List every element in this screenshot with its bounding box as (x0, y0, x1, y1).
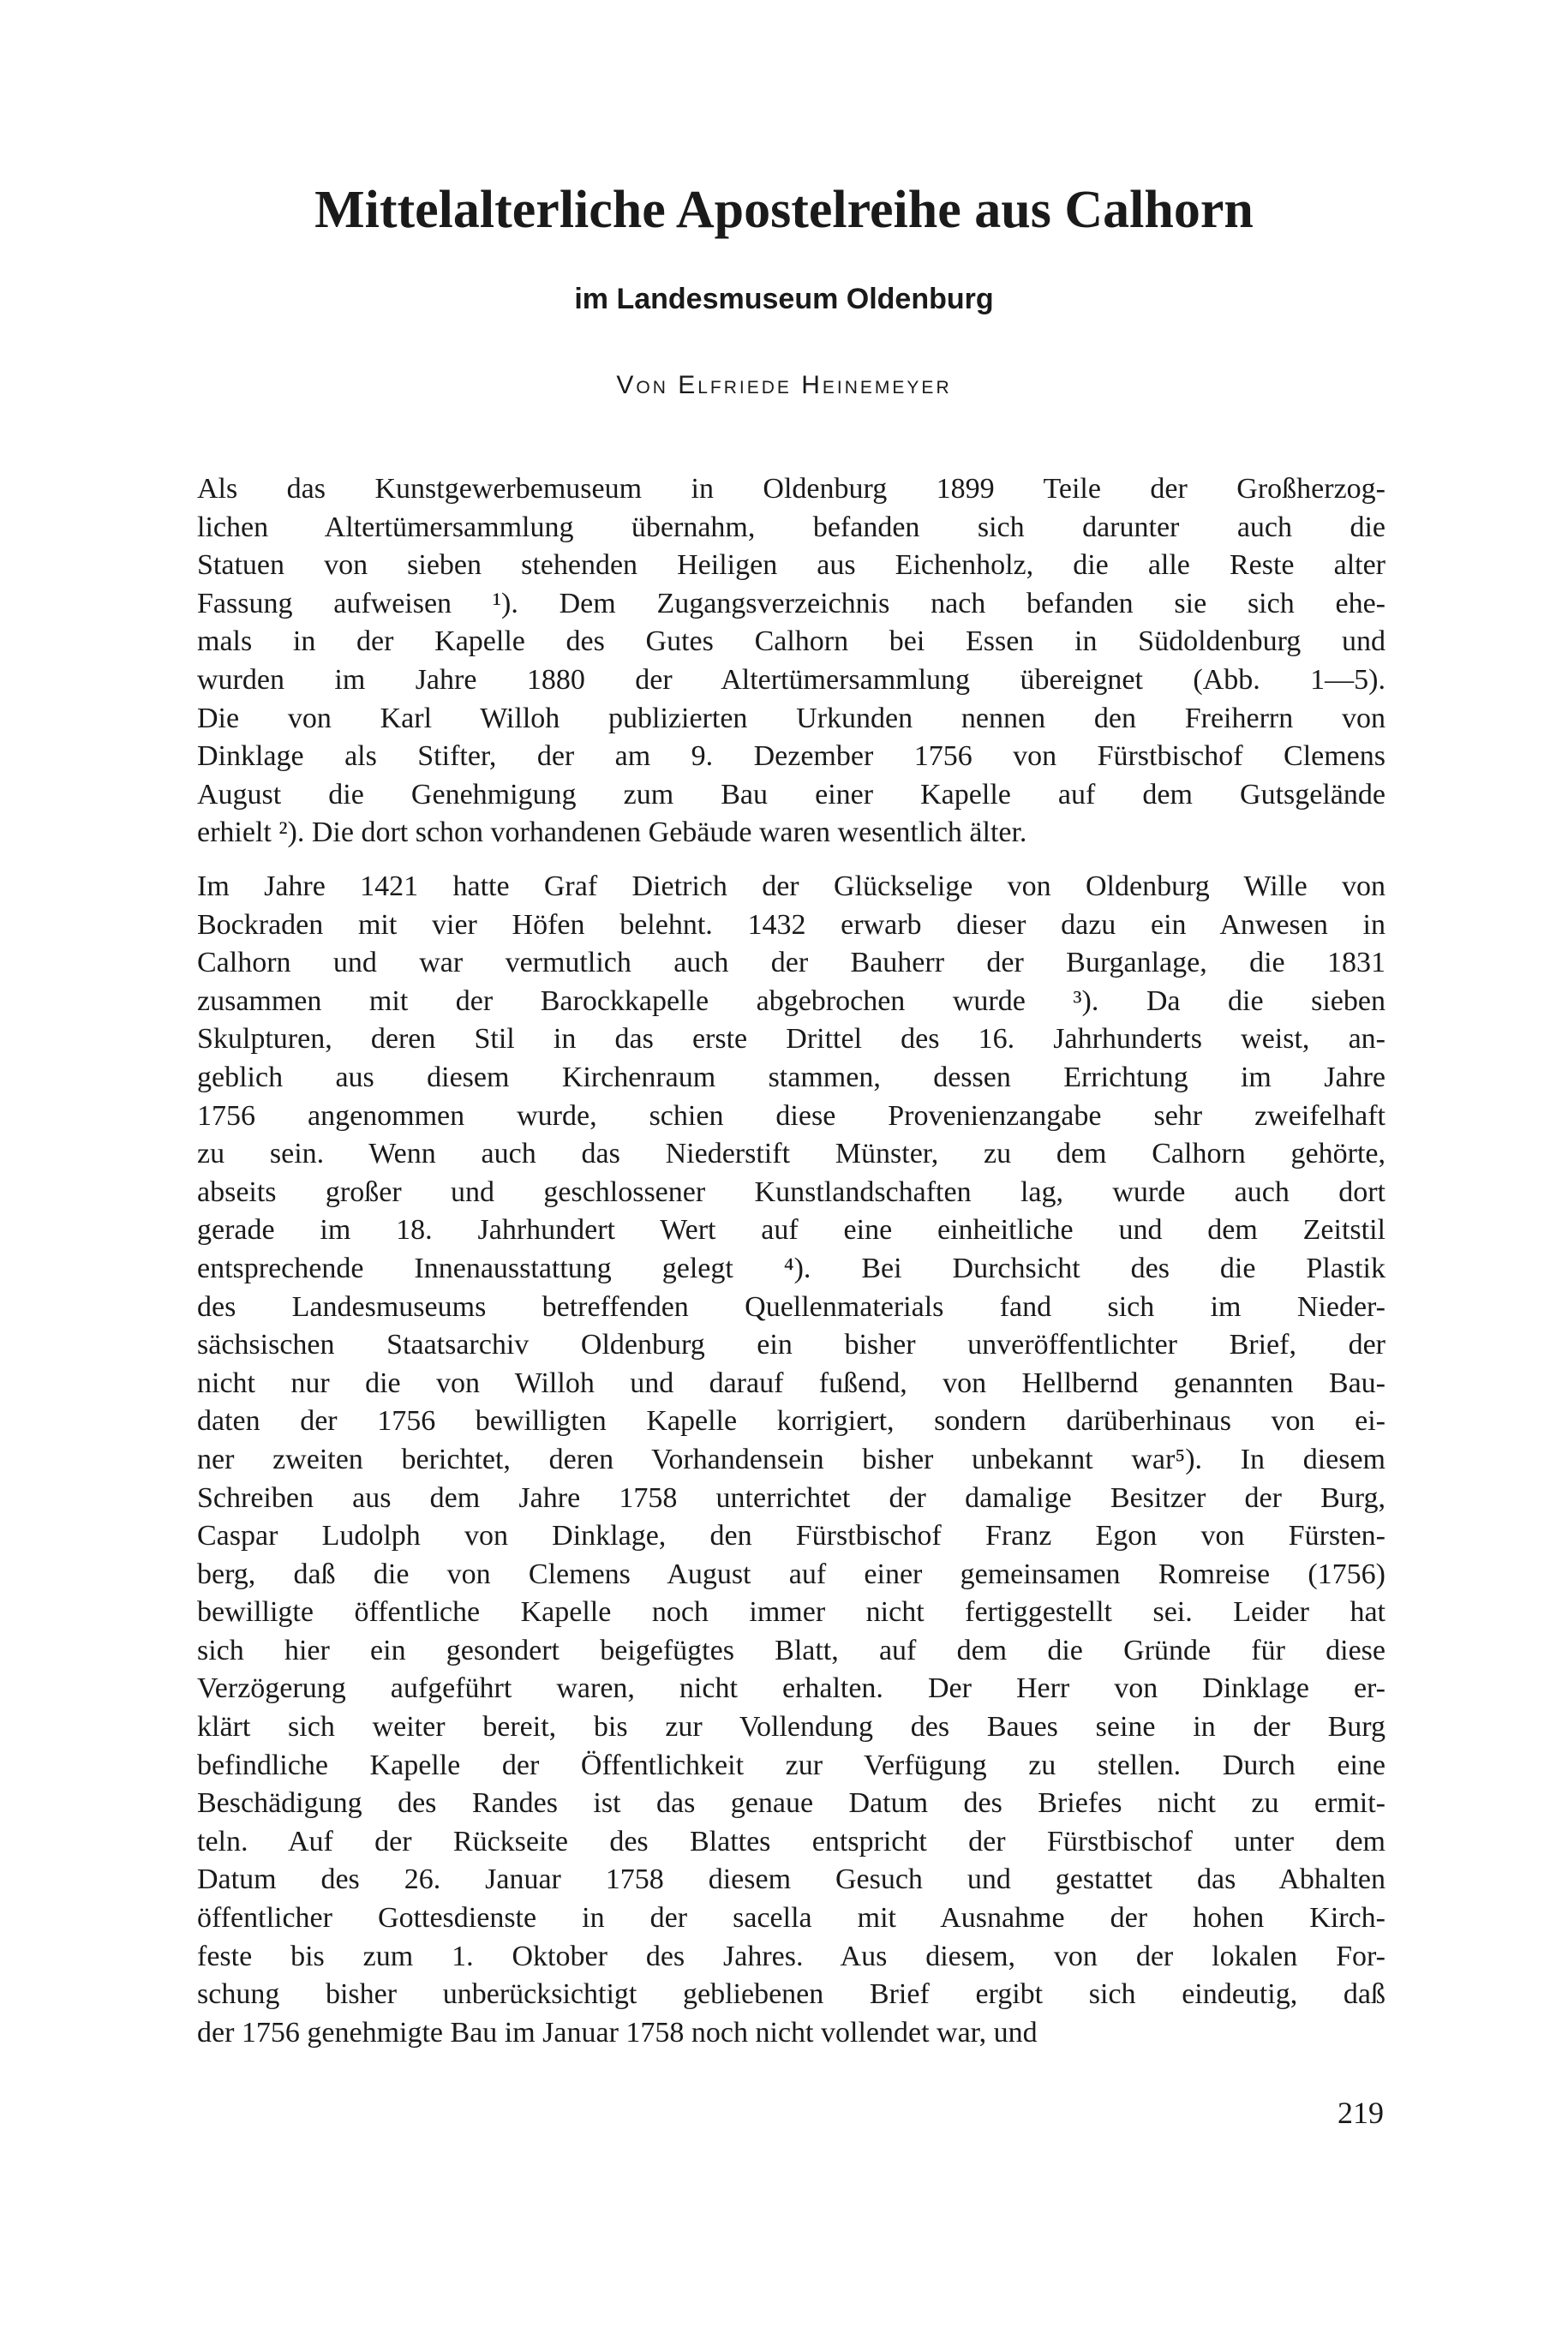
article-author: Von Elfriede Heinemeyer (616, 371, 952, 399)
article-subtitle: im Landesmuseum Oldenburg (574, 283, 994, 315)
text-line: ner zweiten berichtet, deren Vorhandensein bisher unbekannt war⁵). In diesem (197, 1443, 1385, 1475)
text-line: abseits großer und geschlossener Kunstlandschaften lag, wurde auch dort (197, 1175, 1385, 1208)
page-number: 219 (1338, 2096, 1384, 2130)
text-line: Statuen von sieben stehenden Heiligen aus Eichenholz, die alle Reste alter (197, 549, 1385, 582)
text-line: klärt sich weiter bereit, bis zur Vollendung des Baues seine in der Burg (197, 1711, 1385, 1744)
text-line: 1756 angenommen wurde, schien diese Provenienzangabe sehr zweifelhaft (197, 1099, 1385, 1132)
text-line: zusammen mit der Barockkapelle abgebrochen wurde ³). Da die sieben (197, 984, 1385, 1017)
text-line: schung bisher unberücksichtigt gebliebenen Brief ergibt sich eindeutig, daß (197, 1978, 1385, 2011)
text-line: teln. Auf der Rückseite des Blattes entspricht der Fürstbischof unter dem (197, 1825, 1385, 1857)
text-line: Als das Kunstgewerbemuseum in Oldenburg 1899 Teile der Großherzog- (197, 473, 1385, 505)
text-line: Skulpturen, deren Stil in das erste Drittel des 16. Jahrhunderts weist, an- (197, 1023, 1385, 1056)
text-line: Fassung aufweisen ¹). Dem Zugangsverzeichnis nach befanden sie sich ehe- (197, 587, 1385, 619)
text-line: sich hier ein gesondert beigefügtes Blatt, auf dem die Gründe für diese (197, 1634, 1385, 1666)
text-line: lichen Altertümersammlung übernahm, befanden sich darunter auch die (197, 511, 1385, 543)
text-line: befindliche Kapelle der Öffentlichkeit zur Verfügung zu stellen. Durch eine (197, 1749, 1385, 1781)
text-line: wurden im Jahre 1880 der Altertümersammlung übereignet (Abb. 1—5). (197, 663, 1385, 696)
text-line: erhielt ²). Die dort schon vorhandenen Gebäude waren wesentlich älter. (197, 817, 1027, 849)
text-line: Calhorn und war vermutlich auch der Bauherr der Burganlage, die 1831 (197, 947, 1385, 979)
text-line: sächsischen Staatsarchiv Oldenburg ein bisher unveröffentlichter Brief, der (197, 1329, 1385, 1361)
text-line: Im Jahre 1421 hatte Graf Dietrich der Glückselige von Oldenburg Wille von (197, 870, 1385, 902)
text-line: nicht nur die von Willoh und darauf fußend, von Hellbernd genannten Bau- (197, 1367, 1385, 1399)
text-line: Verzögerung aufgeführt waren, nicht erhalten. Der Herr von Dinklage er- (197, 1672, 1385, 1705)
text-line: daten der 1756 bewilligten Kapelle korrigiert, sondern darüberhinaus von ei- (197, 1405, 1385, 1438)
text-line: feste bis zum 1. Oktober des Jahres. Aus diesem, von der lokalen For- (197, 1940, 1385, 1972)
text-line: Die von Karl Willoh publizierten Urkunden nennen den Freiherrn von (197, 702, 1385, 734)
text-line: Beschädigung des Randes ist das genaue Datum des Briefes nicht zu ermit- (197, 1787, 1385, 1820)
text-line: zu sein. Wenn auch das Niederstift Münster, zu dem Calhorn gehörte, (197, 1138, 1385, 1170)
text-line: des Landesmuseums betreffenden Quellenmaterials fand sich im Nieder- (197, 1290, 1385, 1323)
text-line: öffentlicher Gottesdienste in der sacella mit Ausnahme der hohen Kirch- (197, 1902, 1385, 1935)
article-title: Mittelalterliche Apostelreihe aus Calhorn (314, 181, 1254, 239)
text-line: Dinklage als Stifter, der am 9. Dezember 1756 von Fürstbischof Clemens (197, 740, 1385, 773)
text-line: bewilligte öffentliche Kapelle noch immer nicht fertiggestellt sei. Leider hat (197, 1596, 1385, 1629)
text-line: entsprechende Innenausstattung gelegt ⁴). Bei Durchsicht des die Plastik (197, 1252, 1385, 1284)
text-line: berg, daß die von Clemens August auf einer gemeinsamen Romreise (1756) (197, 1558, 1385, 1590)
body-paragraph-2 (197, 868, 1385, 2052)
text-line: August die Genehmigung zum Bau einer Kapelle auf dem Gutsgelände (197, 778, 1385, 811)
text-line: der 1756 genehmigte Bau im Januar 1758 noch nicht vollendet war, und (197, 2016, 1038, 2049)
body-paragraph-1 (197, 470, 1385, 852)
text-line: gerade im 18. Jahrhundert Wert auf eine einheitliche und dem Zeitstil (197, 1214, 1385, 1247)
text-line: Datum des 26. Januar 1758 diesem Gesuch und gestattet das Abhalten (197, 1863, 1385, 1896)
text-line: geblich aus diesem Kirchenraum stammen, dessen Errichtung im Jahre (197, 1061, 1385, 1093)
text-line: Bockraden mit vier Höfen belehnt. 1432 erwarb dieser dazu ein Anwesen in (197, 908, 1385, 941)
text-line: Caspar Ludolph von Dinklage, den Fürstbischof Franz Egon von Fürsten- (197, 1520, 1385, 1552)
text-line: mals in der Kapelle des Gutes Calhorn bei Essen in Südoldenburg und (197, 625, 1385, 658)
text-line: Schreiben aus dem Jahre 1758 unterrichtet der damalige Besitzer der Burg, (197, 1481, 1385, 1514)
